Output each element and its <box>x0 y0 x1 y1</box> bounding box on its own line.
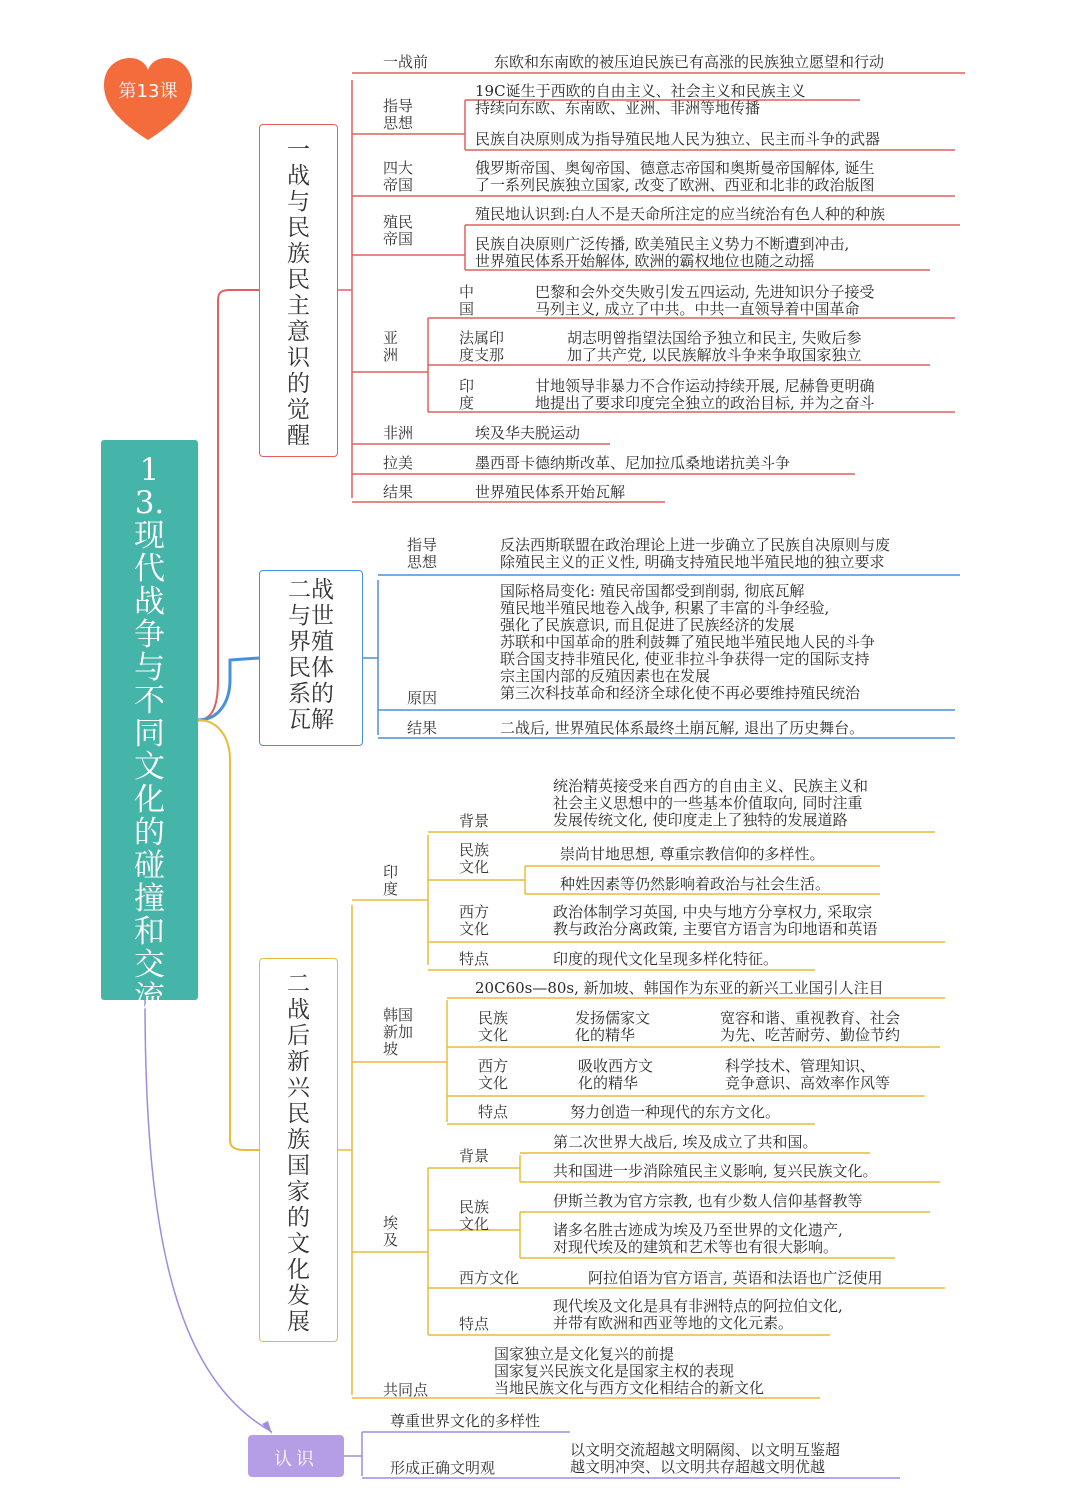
lesson-badge-label: 第13课 <box>118 81 178 102</box>
label-egypt-beijing: 背景 <box>459 1147 490 1165</box>
text-egypt-xifang: 阿拉伯语为官方语言, 英语和法语也广泛使用 <box>588 1269 883 1287</box>
label-india-xifang: 西方 文化 <box>459 903 490 938</box>
text-egypt-beijing-b: 共和国进一步消除殖民主义影响, 复兴民族文化。 <box>553 1162 878 1180</box>
text-egypt-minzu-b: 诸多名胜古迹成为埃及乃至世界的文化遗产, 对现代埃及的建筑和艺术等也有很大影响。 <box>553 1221 843 1256</box>
label-yuanyin: 原因 <box>407 689 438 707</box>
label-india-minzu: 民族 文化 <box>459 841 490 876</box>
label-yazhou: 亚 洲 <box>383 329 399 364</box>
text-kr-xifang-mid: 吸收西方文 化的精华 <box>578 1057 654 1092</box>
text-lamei: 墨西哥卡德纳斯改革、尼加拉瓜桑地诺抗美斗争 <box>475 454 791 472</box>
text-india-minzu-a: 崇尚甘地思想, 尊重宗教信仰的多样性。 <box>560 845 825 863</box>
text-kr-minzu-mid: 发扬儒家文 化的精华 <box>575 1009 651 1044</box>
label-kr-minzu: 民族 文化 <box>478 1009 509 1044</box>
label-lamei: 拉美 <box>383 454 414 472</box>
label-zhimin: 殖民 帝国 <box>383 213 414 248</box>
lesson-badge <box>104 55 194 141</box>
label-jieguo-1: 结果 <box>383 483 414 501</box>
branch-1-box <box>259 124 338 457</box>
branch-2-box <box>259 570 363 746</box>
label-india-beijing: 背景 <box>459 812 490 830</box>
label-gongtong: 共同点 <box>383 1381 429 1399</box>
text-kr-intro: 20C60s—80s, 新加坡、韩国作为东亚的新兴工业国引人注目 <box>475 979 884 997</box>
label-yizhanqian: 一战前 <box>383 53 429 71</box>
label-kr-tedian: 特点 <box>478 1103 509 1121</box>
text-india-beijing: 统治精英接受来自西方的自由主义、民族主义和 社会主义思想中的一些基本价值取向, 同时注重 发展传统文化, 使印度走上了独特的发展道路 <box>553 777 869 829</box>
text-india-xifang: 政治体制学习英国, 中央与地方分享权力, 采取宗 教与政治分离政策, 主要官方语言为印地语和英语 <box>553 903 878 938</box>
label-egypt-tedian: 特点 <box>459 1315 490 1333</box>
text-gongtong: 国家独立是文化复兴的前提 国家复兴民族文化是国家主权的表现 当地民族文化与西方文化相结合的新文化 <box>494 1345 765 1397</box>
text-zhidao-1a: 19C诞生于西欧的自由主义、社会主义和民族主义 持续向东欧、东南欧、亚洲、非洲等地传播 <box>475 82 806 117</box>
text-yizhanqian: 东欧和东南欧的被压迫民族已有高涨的民族独立愿望和行动 <box>494 53 885 71</box>
text-yuanyin: 国际格局变化: 殖民帝国都受到削弱, 彻底瓦解 殖民地半殖民地卷入战争, 积累了丰富的斗争经验, 强化了民族意识, 而且促进了民族经济的发展 苏联和中国革命的胜利鼓舞了殖民地半殖民地人民的斗争 联合国支持非殖民化, 使亚非拉斗争获得一定的国际支持 宗主国内部的反殖因素也在发展 第三次科技革命和经济全球化使不再必要维持殖民统治 <box>500 582 876 702</box>
text-india-tedian: 印度的现代文化呈现多样化特征。 <box>553 950 779 968</box>
text-egypt-minzu-a: 伊斯兰教为官方宗教, 也有少数人信仰基督教等 <box>553 1192 863 1210</box>
text-kr-minzu-right: 宽容和谐、重视教育、社会 为先、吃苦耐劳、勤俭节约 <box>720 1009 901 1044</box>
text-jieguo-2: 二战后, 世界殖民体系最终土崩瓦解, 退出了历史舞台。 <box>500 719 865 737</box>
label-india-3: 印 度 <box>383 863 399 898</box>
text-feizhou: 埃及华夫脱运动 <box>475 424 581 442</box>
label-feizhou: 非洲 <box>383 424 414 442</box>
branch-3-box <box>259 958 338 1342</box>
root-node <box>101 440 198 1016</box>
label-zhidao-1: 指导 思想 <box>383 97 414 132</box>
label-indochina: 法属印 度支那 <box>459 329 505 364</box>
label-china: 中 国 <box>459 283 475 318</box>
text-zhimin-a: 殖民地认识到:白人不是天命所注定的应当统治有色人种的种族 <box>475 205 886 223</box>
branch-2-title: 二战与世界殖民体系的瓦解 <box>288 577 334 733</box>
text-renshi-2: 以文明交流超越文明隔阂、以文明互鉴超 越文明冲突、以文明共存超越文明优越 <box>570 1441 841 1476</box>
text-sida: 俄罗斯帝国、奥匈帝国、德意志帝国和奥斯曼帝国解体, 诞生 了一系列民族独立国家, 改变了欧洲、西亚和北非的政治版图 <box>475 159 875 194</box>
text-indochina: 胡志明曾指望法国给予独立和民主, 失败后参 加了共产党, 以民族解放斗争来争取国家独立 <box>567 329 862 364</box>
text-zhidao-2: 反法西斯联盟在政治理论上进一步确立了民族自决原则与废 除殖民主义的正义性, 明确支持殖民地半殖民地的独立要求 <box>500 536 891 571</box>
label-egypt-minzu: 民族 文化 <box>459 1198 490 1233</box>
text-renshi-1: 尊重世界文化的多样性 <box>390 1412 541 1430</box>
label-kr: 韩国 新加 坡 <box>383 1006 414 1058</box>
label-sida: 四大 帝国 <box>383 159 414 194</box>
label-kr-xifang: 西方 文化 <box>478 1057 509 1092</box>
text-kr-tedian: 努力创造一种现代的东方文化。 <box>570 1103 781 1121</box>
root-title: 13.现代战争与不同文化的碰撞和交流 <box>134 452 165 1016</box>
branch-3-title: 二战后新兴民族国家的文化发展 <box>287 971 310 1335</box>
label-jieguo-2: 结果 <box>407 719 438 737</box>
text-india-minzu-b: 种姓因素等仍然影响着政治与社会生活。 <box>560 875 831 893</box>
label-egypt: 埃 及 <box>383 1214 399 1249</box>
text-zhidao-1b: 民族自决原则成为指导殖民地人民为独立、民主而斗争的武器 <box>475 130 881 148</box>
label-renshi-2: 形成正确文明观 <box>390 1459 496 1477</box>
text-egypt-beijing-a: 第二次世界大战后, 埃及成立了共和国。 <box>553 1133 818 1151</box>
branch-1-title: 一战与民族民主意识的觉醒 <box>287 137 310 449</box>
text-zhimin-b: 民族自决原则广泛传播, 欧美殖民主义势力不断遭到冲击, 世界殖民体系开始解体, 欧洲的霸权地位也随之动摇 <box>475 235 850 270</box>
text-egypt-tedian: 现代埃及文化是具有非洲特点的阿拉伯文化, 并带有欧洲和西亚等地的文化元素。 <box>553 1297 843 1332</box>
label-india-tedian: 特点 <box>459 950 490 968</box>
text-kr-xifang-right: 科学技术、管理知识、 竞争意识、高效率作风等 <box>725 1057 891 1092</box>
renshi-label: 认识 <box>274 1449 318 1470</box>
text-china: 巴黎和会外交失败引发五四运动, 先进知识分子接受 马列主义, 成立了中共。中共一直领导着中国革命 <box>535 283 875 318</box>
label-egypt-xifang: 西方文化 <box>459 1269 520 1287</box>
text-india-1: 甘地领导非暴力不合作运动持续开展, 尼赫鲁更明确 地提出了要求印度完全独立的政治目标, 并为之奋斗 <box>535 377 875 412</box>
renshi-node <box>248 1435 344 1477</box>
label-india-1: 印 度 <box>459 377 475 412</box>
text-jieguo-1: 世界殖民体系开始瓦解 <box>475 483 626 501</box>
label-zhidao-2: 指导 思想 <box>407 536 438 571</box>
